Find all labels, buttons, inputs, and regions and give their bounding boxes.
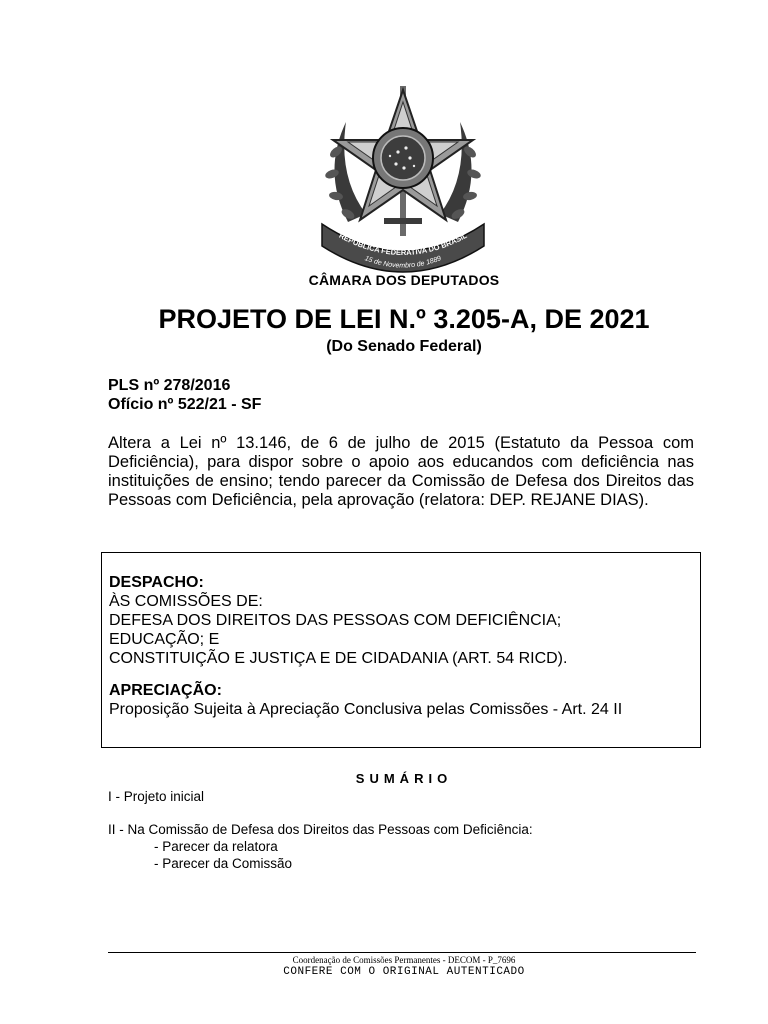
brazil-coat-of-arms-icon (318, 82, 488, 274)
chamber-name: CÂMARA DOS DEPUTADOS (308, 272, 500, 288)
apreciacao-label: APRECIAÇÃO: (109, 682, 222, 699)
despacho-line: ÀS COMISSÕES DE: (109, 593, 263, 610)
sumario-subitem: - Parecer da Comissão (154, 856, 293, 871)
sumario-subitem: - Parecer da relatora (154, 839, 278, 854)
ementa-text: Altera a Lei nº 13.146, de 6 de julho de 2015 (Estatuto da Pessoa com Deficiência), para dispor sobre o apoio aos educandos com deficiência nas instituições de ensino; tendo parecer da Comissão de Defesa dos Direitos das Pessoas com Deficiência, pela aprovação (relatora: DEP. REJANE DIAS). (108, 434, 694, 509)
svg-text:15 de Novembro de 1889: 15 de Novembro de 1889 (363, 255, 443, 270)
sumario-item: II - Na Comissão de Defesa dos Direitos das Pessoas com Deficiência: (108, 822, 533, 837)
oficio-number: Ofício nº 522/21 - SF (108, 396, 262, 413)
footer-divider (108, 952, 696, 953)
apreciacao-text: Proposição Sujeita à Apreciação Conclusiva pelas Comissões - Art. 24 II (109, 701, 623, 718)
svg-text:REPÚBLICA FEDERATIVA DO BRASIL: REPÚBLICA FEDERATIVA DO BRASIL (337, 230, 469, 258)
footer-authentication: CONFERE COM O ORIGINAL AUTENTICADO (283, 966, 525, 978)
sumario-list (108, 788, 533, 872)
bill-title: PROJETO DE LEI N.º 3.205-A, DE 2021 (158, 304, 650, 334)
footer-coordination: Coordenação de Comissões Permanentes - DECOM - P_7696 (292, 955, 516, 965)
despacho-line: EDUCAÇÃO; E (109, 631, 220, 648)
sumario-item: I - Projeto inicial (108, 789, 205, 804)
pls-number: PLS nº 278/2016 (108, 377, 231, 394)
despacho-label: DESPACHO: (109, 574, 204, 591)
sumario-title: SUMÁRIO (355, 771, 453, 786)
reference-numbers (108, 376, 261, 414)
bill-origin: (Do Senado Federal) (326, 338, 482, 355)
despacho-line: DEFESA DOS DIREITOS DAS PESSOAS COM DEFICIÊNCIA; (109, 612, 562, 629)
despacho-line: CONSTITUIÇÃO E JUSTIÇA E DE CIDADANIA (ART. 54 RICD). (109, 650, 568, 667)
despacho-box (101, 552, 701, 748)
